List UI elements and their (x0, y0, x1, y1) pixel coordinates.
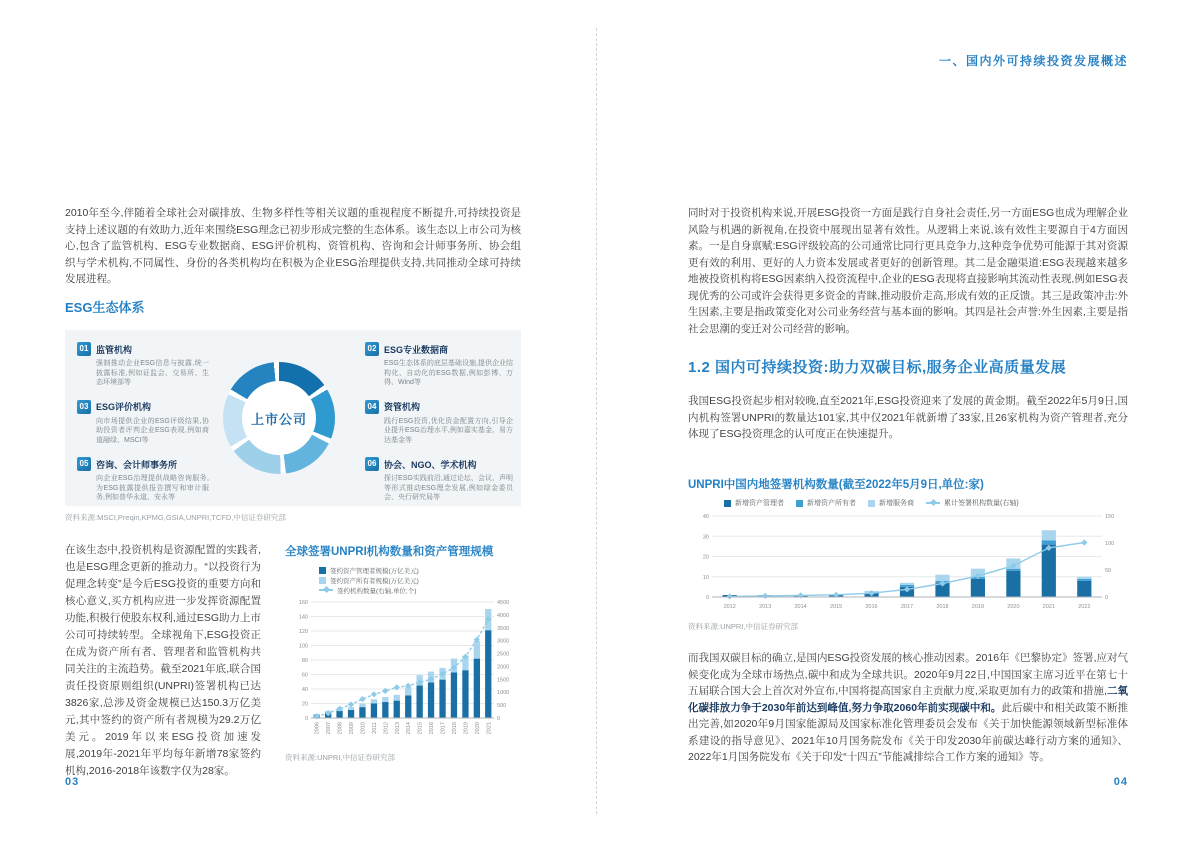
svg-text:10: 10 (702, 574, 709, 581)
svg-text:2021: 2021 (1042, 604, 1055, 610)
svg-text:160: 160 (298, 600, 308, 606)
ecosystem-item-data-vendor (365, 342, 513, 388)
svg-text:2007: 2007 (326, 722, 333, 735)
svg-text:100: 100 (1105, 541, 1115, 547)
svg-text:2016: 2016 (429, 722, 436, 735)
legend-line-icon (926, 502, 940, 504)
ecosystem-item-rating (77, 400, 209, 446)
china-unpri-stacked-bar-chart (688, 510, 1128, 612)
svg-text:80: 80 (301, 658, 308, 664)
legend-swatch-light (868, 500, 875, 507)
ecosystem-donut-chart (223, 362, 335, 474)
legend-swatch-mid (796, 500, 803, 507)
svg-text:0: 0 (1105, 595, 1109, 601)
svg-text:2018: 2018 (936, 604, 949, 610)
legend-item (319, 585, 521, 595)
china-unpri-chart (688, 476, 1128, 632)
svg-text:50: 50 (1105, 568, 1112, 574)
chart-title: 全球签署UNPRI机构数量和资产管理规模 (285, 546, 494, 558)
chapter-header: 一、国内外可持续投资发展概述 (938, 54, 1128, 68)
donut-center-label: 上市公司 (242, 381, 316, 455)
legend-item (796, 498, 856, 508)
legend-item (868, 498, 914, 508)
svg-text:2000: 2000 (497, 664, 510, 671)
item-title: 咨询、会计师事务所 (96, 459, 178, 470)
svg-text:60: 60 (301, 672, 308, 679)
svg-text:3000: 3000 (497, 638, 510, 645)
legend-label: 新增服务商 (879, 500, 914, 507)
svg-text:2500: 2500 (497, 651, 510, 658)
svg-text:2006: 2006 (314, 722, 321, 735)
global-unpri-bar-line-chart (285, 597, 521, 747)
svg-text:2013: 2013 (394, 722, 401, 735)
svg-text:2011: 2011 (371, 722, 378, 734)
svg-text:2015: 2015 (417, 722, 424, 735)
svg-text:100: 100 (298, 643, 308, 650)
svg-text:3500: 3500 (497, 625, 510, 632)
page-number-right: 04 (1113, 776, 1128, 788)
svg-text:20: 20 (301, 701, 308, 708)
ecosystem-item-regulator (77, 342, 209, 388)
right-paragraph-1: 同时对于投资机构来说,开展ESG投资一方面是践行自身社会责任,另一方面ESG也成为理解企业风险与机遇的新视角,在投资中展现出显著有效性。从逻辑上来说,该有效性主要源自于4方面因素。一是自身禀赋:ESG评级较高的公司通常比同行更具竞争力,这种竞争优势可能源于其对资源更有效的利用、更好的人力资本发展或者更好的创新管理。其二是金融渠道:ESG表现越来越多地被投资机构将ESG因素纳入投资流程中,企业的ESG表现将直接影响其流动性表现,例如ESG表现优秀的公司或许会获得更多资金的青睐,推动股价走高,形成有效的正反馈。其三是政策冲击:外生因素,主要是指政策变化对公司业务经营与基本面的影响。其四是社会声誉:外生因素,主要是指社会思潮的变迁对公司经营的影响。 (688, 207, 1128, 335)
paragraph-text: 此后碳中和相关政策不断推出完善,如2020年9月国家能源局及国家标准化管理委员会发布《关于加快能源领域新型标准体系建设的指导意见》、2021年10月国务院发布《关于印发2030年前碳达峰行动方案的通知》、2022年1月国务院发布《关于印发“十四五”节能减排综合工作方案的通知》等。 (688, 701, 1128, 763)
svg-text:40: 40 (702, 514, 709, 520)
svg-text:500: 500 (497, 703, 507, 710)
svg-text:1000: 1000 (497, 690, 510, 697)
ecosystem-item-asset-manager (365, 400, 513, 446)
chart-source: 资料来源:UNPRI,中信证券研究部 (285, 753, 396, 762)
svg-text:2022: 2022 (1078, 604, 1091, 610)
chart-source: 资料来源:UNPRI,中信证券研究部 (688, 622, 799, 631)
item-number-badge: 01 (77, 342, 91, 356)
item-description: 向市场提供企业的ESG评级结果,协助投资者评判企业ESG表现,例如商道融绿、MSCI等 (96, 417, 209, 444)
left-intro-paragraph: 2010年至今,伴随着全球社会对碳排放、生物多样性等相关议题的重视程度不断提升,可持续投资是支持上述议题的有效助力,近年来围绕ESG理念已初步形成完整的生态体系。该生态以上市公司为核心,包含了监管机构、ESG专业数据商、ESG评价机构、资管机构、咨询和会计师事务所、协会组织与学术机构,不同属性、身份的各类机构均在积极为企业ESG治理提供支持,共同推动全球可持续发展进程。 (65, 207, 521, 285)
svg-text:40: 40 (301, 687, 308, 693)
chart-title: UNPRI中国内地签署机构数量(截至2022年5月9日,单位:家) (688, 479, 984, 491)
svg-text:2010: 2010 (360, 722, 367, 735)
ecosystem-item-ngo (365, 457, 513, 503)
svg-text:120: 120 (298, 629, 308, 635)
legend-swatch-dark (319, 567, 326, 574)
svg-text:4500: 4500 (497, 600, 510, 606)
page-number-left: 03 (65, 776, 80, 788)
svg-text:2015: 2015 (829, 604, 843, 610)
item-description: ESG生态体系的底层基础设施,提供企业结构化、自动化的ESG数据,例如彭博、万得、Wind等 (384, 360, 513, 386)
legend-item (724, 498, 784, 508)
ecosystem-item-consulting (77, 457, 209, 503)
item-title: 资管机构 (384, 402, 421, 412)
item-number-badge: 06 (365, 457, 379, 471)
item-number-badge: 03 (77, 400, 91, 414)
left-body-paragraph: 在该生态中,投资机构是资源配置的实践者,也是ESG理念更新的推动力。“以投资行为促理念转变”是今后ESG投资的重要方向和核心意义,买方机构应进一步发挥资源配置功能,积极行使股东权利,通过ESG助力上市公司可持续转型。全球视角下,ESG投资正在成为资产所有者、管理者和监管机构共同关注的主流趋势。截至2021年底,联合国责任投资原则组织(UNPRI)签署机构已达3826家,总涉及资金规模已达150.3万亿美元,其中签约的资产所有者规模为29.2万亿美元。2019年以来ESG投资加速发展,2019年-2021年平均每年新增78家签约机构,2016-2018年该数字仅为28家。 (65, 544, 262, 777)
item-description: 强制推动企业ESG信息与披露,统一披露标准,例如证监会、交易所、生态环境部等 (96, 360, 209, 386)
svg-text:2017: 2017 (900, 604, 914, 610)
svg-text:20: 20 (702, 554, 709, 561)
item-title: 监管机构 (96, 344, 133, 355)
svg-text:0: 0 (705, 595, 709, 601)
legend-label: 累计签署机构数量(右轴) (944, 500, 1019, 507)
chart-legend (724, 498, 1128, 508)
ecosystem-section-title: ESG生态体系 (65, 300, 145, 315)
ecosystem-left-column (77, 342, 209, 503)
legend-label: 签约资产管理者规模(万亿美元) (330, 567, 419, 575)
ecosystem-right-column (365, 342, 513, 503)
item-title: 协会、NGO、学术机构 (384, 459, 477, 470)
legend-item (926, 498, 1019, 508)
legend-label: 新增资产管理者 (735, 500, 784, 507)
svg-text:150: 150 (1105, 514, 1115, 520)
item-title: ESG专业数据商 (384, 344, 449, 355)
esg-ecosystem-panel (65, 330, 521, 506)
legend-swatch-light (319, 577, 326, 584)
svg-text:30: 30 (702, 534, 709, 541)
legend-label: 签约机构数量(右轴,单位:个) (337, 587, 417, 595)
svg-text:0: 0 (304, 716, 308, 722)
svg-text:2016: 2016 (865, 604, 878, 610)
legend-item (319, 575, 521, 585)
svg-text:4000: 4000 (497, 612, 510, 619)
legend-swatch-dark (724, 500, 731, 507)
svg-text:2019: 2019 (971, 604, 985, 610)
global-unpri-chart (285, 543, 521, 763)
item-title: ESG评价机构 (96, 402, 152, 412)
item-number-badge: 02 (365, 342, 379, 356)
item-description: 探讨ESG实践前沿,通过论坛、会议、声明等形式推动ESG理念发展,例如绿金委员会、央行研究局等 (384, 475, 513, 501)
svg-text:2014: 2014 (794, 604, 807, 610)
right-paragraph-3 (688, 650, 1128, 766)
svg-text:2014: 2014 (406, 722, 413, 735)
item-description: 向企业ESG治理提供战略咨询服务,为ESG披露提供报告撰写和审计服务,例如普华永道、安永等 (96, 475, 209, 501)
ecosystem-source: 资料来源:MSCI,Preqin,KPMG,GSIA,UNPRI,TCFD,中信证券研究部 (65, 513, 286, 522)
svg-text:2008: 2008 (337, 722, 344, 735)
item-description: 践行ESG投资,优化资金配置方向,引导企业提升ESG治理水平,例如嘉实基金、易方达基金等 (384, 417, 513, 444)
legend-item (319, 565, 521, 575)
paragraph-bold-text: 二氧化碳排放力争于2030年前达到峰值,努力争取2060年前实现碳中和。 (688, 685, 1129, 714)
svg-text:2018: 2018 (452, 722, 458, 735)
section-1-2-heading: 1.2 国内可持续投资:助力双碳目标,服务企业高质量发展 (688, 359, 1067, 376)
svg-text:2020: 2020 (474, 722, 481, 735)
svg-text:2020: 2020 (1007, 604, 1020, 610)
legend-label: 新增资产所有者 (807, 500, 856, 507)
svg-text:2012: 2012 (723, 604, 736, 610)
svg-text:0: 0 (497, 716, 501, 722)
paragraph-text: 而我国双碳目标的确立,是国内ESG投资发展的核心推动因素。2016年《巴黎协定》签署,应对气候变化成为全球市场热点,碳中和成为全球共识。2020年9月22日,中国国家主席习近平在第七十五届联合国大会上首次对外宣布,中国将提高国家自主贡献力度,采取更加有力的政策和措施, (688, 652, 1128, 697)
svg-text:1500: 1500 (497, 677, 510, 684)
item-number-badge: 04 (365, 400, 379, 414)
svg-text:2009: 2009 (349, 722, 355, 735)
svg-text:2012: 2012 (383, 722, 390, 735)
item-number-badge: 05 (77, 457, 91, 471)
page-divider (596, 28, 597, 814)
svg-text:2021: 2021 (486, 722, 493, 735)
legend-label: 签约资产所有者规模(万亿美元) (330, 577, 419, 585)
legend-line-icon (319, 589, 333, 591)
svg-text:140: 140 (298, 614, 308, 621)
right-paragraph-2: 我国ESG投资起步相对较晚,直至2021年,ESG投资迎来了发展的黄金期。截至2022年5月9日,国内机构签署UNPRI的数量达101家,其中仅2021年就新增了33家,且26家机构为资产管理者,充分体现了ESG投资理念的认可度正在快速提升。 (688, 395, 1128, 440)
svg-text:2019: 2019 (463, 722, 470, 735)
svg-text:2017: 2017 (440, 722, 447, 735)
chart-legend (319, 565, 521, 595)
svg-text:2013: 2013 (759, 604, 772, 610)
